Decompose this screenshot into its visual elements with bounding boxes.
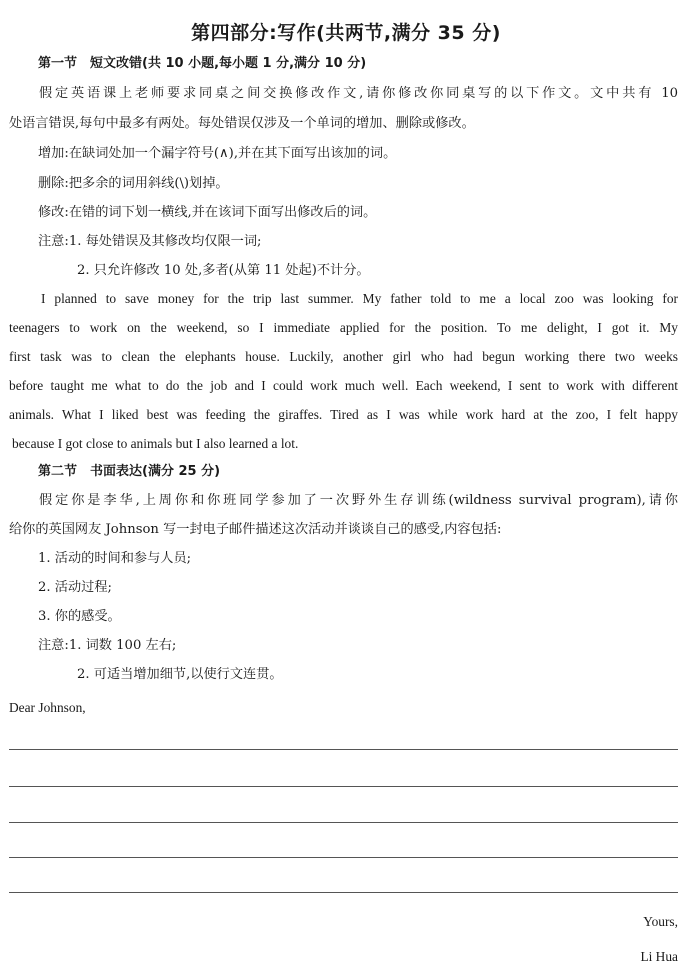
passage-line [9,290,678,308]
writing-line[interactable] [9,892,678,893]
passage-line: animals. What I liked best was feeding the giraffes. Tired as I was while work hard at the zoo, I felt happy [9,407,678,422]
closing: Yours, [643,914,678,929]
passage-line: before taught me what to do the job and I could work much well. Each weekend, I sent to work with different [9,378,678,393]
section1-heading: 第一节 短文改错(共 10 小题,每小题 1 分,满分 10 分) [38,56,367,71]
section2-intro-text1: 假定你是李华,上周你和你班同学参加了一次野外生存训练(wildness survival program),请你 [39,493,678,508]
writing-line[interactable] [9,786,678,787]
section2-note2: 2. 可适当增加细节,以使行文连贯。 [77,667,283,682]
modify-rule: 修改:在错的词下划一横线,并在该词下面写出修改后的词。 [38,205,377,220]
add-rule: 增加:在缺词处加一个漏字符号(∧),并在其下面写出该加的词。 [38,146,397,161]
page-title: 第四部分:写作(共两节,满分 35 分) [191,22,501,44]
delete-rule: 删除:把多余的词用斜线(\)划掉。 [38,176,229,191]
section2-intro-line1 [9,492,678,510]
salutation: Dear Johnson, [9,700,86,715]
section1-intro-line2: 处语言错误,每句中最多有两处。每处错误仅涉及一个单词的增加、删除或修改。 [9,116,475,131]
section1-note1: 注意:1. 每处错误及其修改均仅限一词; [38,234,262,249]
content-item: 2. 活动过程; [38,580,112,595]
passage-text: I planned to save money for the trip last summer. My father told to me a local zoo was looking for [41,291,678,306]
section2-intro-line2: 给你的英国网友 Johnson 写一封电子邮件描述这次活动并谈谈自己的感受,内容包括: [9,522,502,537]
passage-line: teenagers to work on the weekend, so I immediate applied for the position. To me delight, I got it. My [9,320,678,335]
section2-note1: 注意:1. 词数 100 左右; [38,638,177,653]
section2-heading: 第二节 书面表达(满分 25 分) [38,464,221,479]
writing-line[interactable] [9,822,678,823]
content-item: 1. 活动的时间和参与人员; [38,551,192,566]
passage-line: because I got close to animals but I also learned a lot. [12,436,299,451]
section1-intro-text1: 假定英语课上老师要求同桌之间交换修改作文,请你修改你同桌写的以下作文。文中共有 10 [39,86,678,101]
passage-line: first task was to clean the elephants house. Luckily, another girl who had begun working there two weeks [9,349,678,364]
writing-line[interactable] [9,749,678,750]
content-item: 3. 你的感受。 [38,609,121,624]
signature: Li Hua [640,949,678,964]
writing-line[interactable] [9,857,678,858]
section1-note2: 2. 只允许修改 10 处,多者(从第 11 处起)不计分。 [77,263,370,278]
section1-intro-line1 [9,85,678,103]
